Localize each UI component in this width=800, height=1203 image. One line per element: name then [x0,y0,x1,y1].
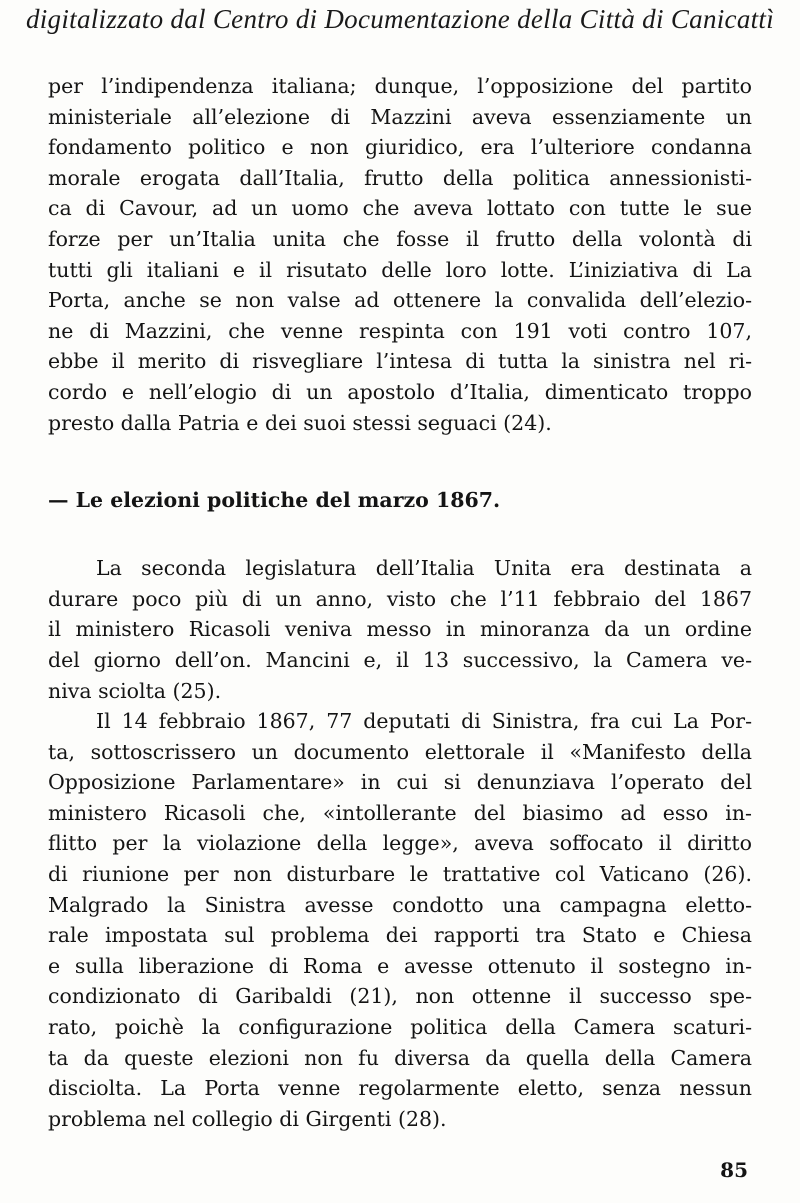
text-line: fondamento politico e non giuridico, era l’ulteriore condanna [48,135,752,160]
text-line: Malgrado la Sinistra avesse condotto una campagna eletto- [48,892,752,917]
text-line: presto dalla Patria e dei suoi stessi seguaci (24). [48,410,552,435]
digitization-watermark: digitalizzato dal Centro di Documentazione della Città di Canicattì [25,4,775,34]
paragraph-manifesto [48,706,752,1134]
text-line: ta da queste elezioni non fu diversa da quella della Camera [48,1045,752,1070]
text-line: La seconda legislatura dell’Italia Unita era destinata a [96,556,752,581]
text-line: disciolta. La Porta venne regolarmente eletto, senza nessun [48,1076,752,1101]
text-line: rato, poichè la configurazione politica della Camera scaturi- [48,1015,752,1040]
text-line: il ministero Ricasoli veniva messo in minoranza da un ordine [48,617,752,642]
text-line: ne di Mazzini, che venne respinta con 191 voti contro 107, [48,318,752,343]
section-heading: — Le elezioni politiche del marzo 1867. [48,488,501,513]
text-line: ministero Ricasoli che, «intollerante del biasimo ad esso in- [48,800,752,825]
text-line: e sulla liberazione di Roma e avesse ottenuto il sostegno in- [48,953,752,978]
text-line: ministeriale all’elezione di Mazzini aveva essenziamente un [48,104,752,129]
text-line: condizionato di Garibaldi (21), non ottenne il successo spe- [48,984,752,1009]
text-line: forze per un’Italia unita che fosse il frutto della volontà di [48,226,752,251]
text-line: Porta, anche se non valse ad ottenere la convalida dell’elezio- [48,288,752,313]
text-line: durare poco più di un anno, visto che l’11 febbraio del 1867 [48,586,752,611]
text-line: cordo e nell’elogio di un apostolo d’Italia, dimenticato troppo [48,379,752,404]
text-line: Il 14 febbraio 1867, 77 deputati di Sinistra, fra cui La Por- [96,709,752,734]
text-line: ta, sottoscrissero un documento elettorale il «Manifesto della [48,739,752,764]
text-line: di riunione per non disturbare le trattative col Vaticano (26). [48,862,752,887]
text-line: tutti gli italiani e il risutato delle loro lotte. L’iniziativa di La [48,257,752,282]
page-content [48,71,752,1134]
text-line: morale erogata dall’Italia, frutto della politica annessionisti- [48,165,752,190]
paragraph-second-legislature [48,553,752,706]
text-line: rale impostata sul problema dei rapporti tra Stato e Chiesa [48,923,752,948]
text-line: flitto per la violazione della legge», aveva soffocato il diritto [48,831,752,856]
text-line: per l’indipendenza italiana; dunque, l’opposizione del partito [48,74,752,98]
text-line: problema nel collegio di Girgenti (28). [48,1106,447,1131]
text-line: del giorno dell’on. Mancini e, il 13 successivo, la Camera ve- [48,647,752,672]
paragraph-opposition-mazzini [48,71,752,438]
text-line: ca di Cavour, ad un uomo che aveva lottato con tutte le sue [48,196,752,221]
text-line: ebbe il merito di risvegliare l’intesa di tutta la sinistra nel ri- [48,349,752,374]
page-number: 85 [720,1158,748,1182]
text-line: Opposizione Parlamentare» in cui si denunziava l’operato del [48,770,752,795]
text-line: niva sciolta (25). [48,678,222,703]
